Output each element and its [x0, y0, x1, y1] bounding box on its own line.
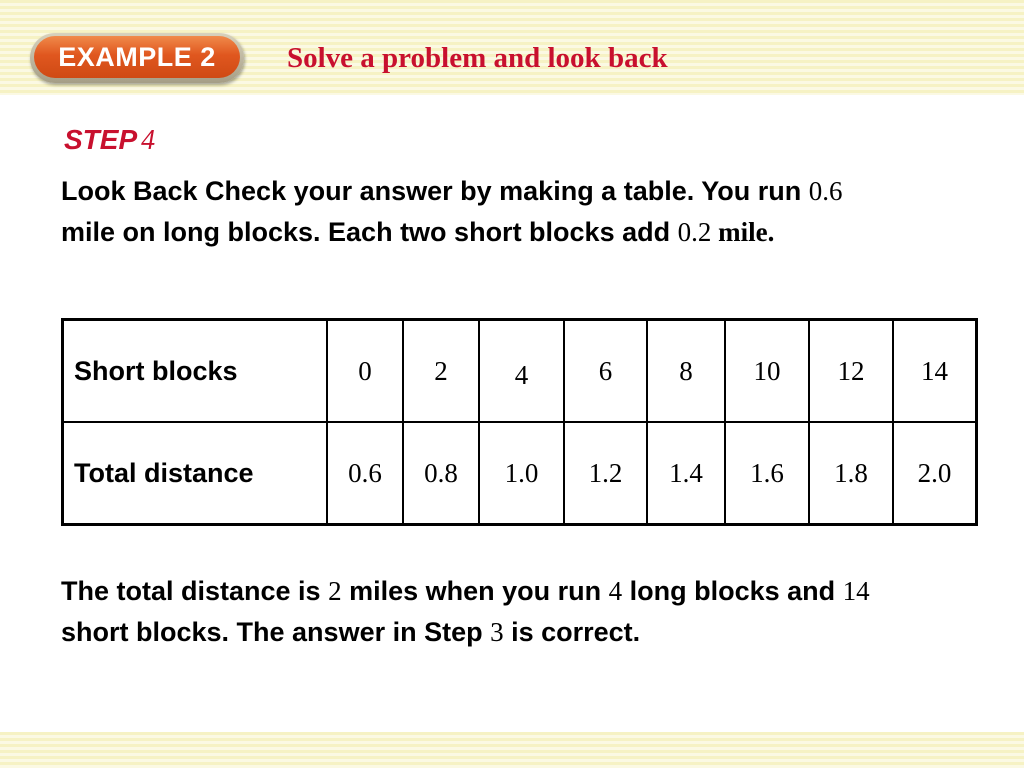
conclusion-text-2: miles when you run — [341, 576, 609, 606]
table-cell: 1.2 — [564, 422, 647, 525]
table-row — [63, 422, 977, 525]
intro-value-2: 0.2 — [677, 217, 712, 247]
table-cell: 2 — [403, 320, 479, 423]
step-number: 4 — [141, 125, 156, 156]
conclusion-text-3: long blocks and — [622, 576, 843, 606]
table-cell: 10 — [725, 320, 809, 423]
table-cell: 1.6 — [725, 422, 809, 525]
table-cell: 12 — [809, 320, 893, 423]
table-cell-value: 4 — [514, 359, 529, 390]
intro-text-1: Look Back Check your answer by making a table. You run — [61, 176, 809, 206]
table-cell: 0.8 — [403, 422, 479, 525]
step-label: STEP — [64, 124, 138, 155]
intro-text-2: mile on long blocks. Each two short blocks add — [61, 217, 678, 247]
intro-text-3: mile. — [711, 217, 775, 247]
conclusion-text-4: short blocks. The answer in Step — [61, 617, 491, 647]
table-cell: 1.8 — [809, 422, 893, 525]
step-heading — [64, 124, 155, 157]
conclusion-text-5: is correct. — [503, 617, 641, 647]
table-row — [63, 320, 977, 423]
page-title: Solve a problem and look back — [287, 42, 668, 74]
conclusion-text-1: The total distance is — [61, 576, 329, 606]
example-badge — [30, 33, 244, 83]
table-cell: 1.0 — [479, 422, 564, 525]
table-cell: 2.0 — [893, 422, 977, 525]
conclusion-value-3: 14 — [842, 576, 870, 606]
row-header-short-blocks: Short blocks — [63, 320, 328, 423]
conclusion-value-4: 3 — [490, 617, 504, 647]
intro-value-1: 0.6 — [808, 176, 843, 206]
table-cell: 6 — [564, 320, 647, 423]
footer-band — [0, 732, 1024, 768]
table-cell: 8 — [647, 320, 725, 423]
intro-paragraph — [61, 171, 861, 253]
table-cell: 14 — [893, 320, 977, 423]
table-cell: 1.4 — [647, 422, 725, 525]
example-badge-label: EXAMPLE 2 — [34, 36, 240, 78]
table-cell: 0.6 — [327, 422, 403, 525]
conclusion-paragraph — [61, 571, 941, 653]
table-cell: 0 — [327, 320, 403, 423]
distance-table — [61, 318, 978, 526]
row-header-total-distance: Total distance — [63, 422, 328, 525]
table-cell — [479, 320, 564, 423]
conclusion-value-2: 4 — [608, 576, 623, 606]
conclusion-value-1: 2 — [328, 576, 342, 606]
